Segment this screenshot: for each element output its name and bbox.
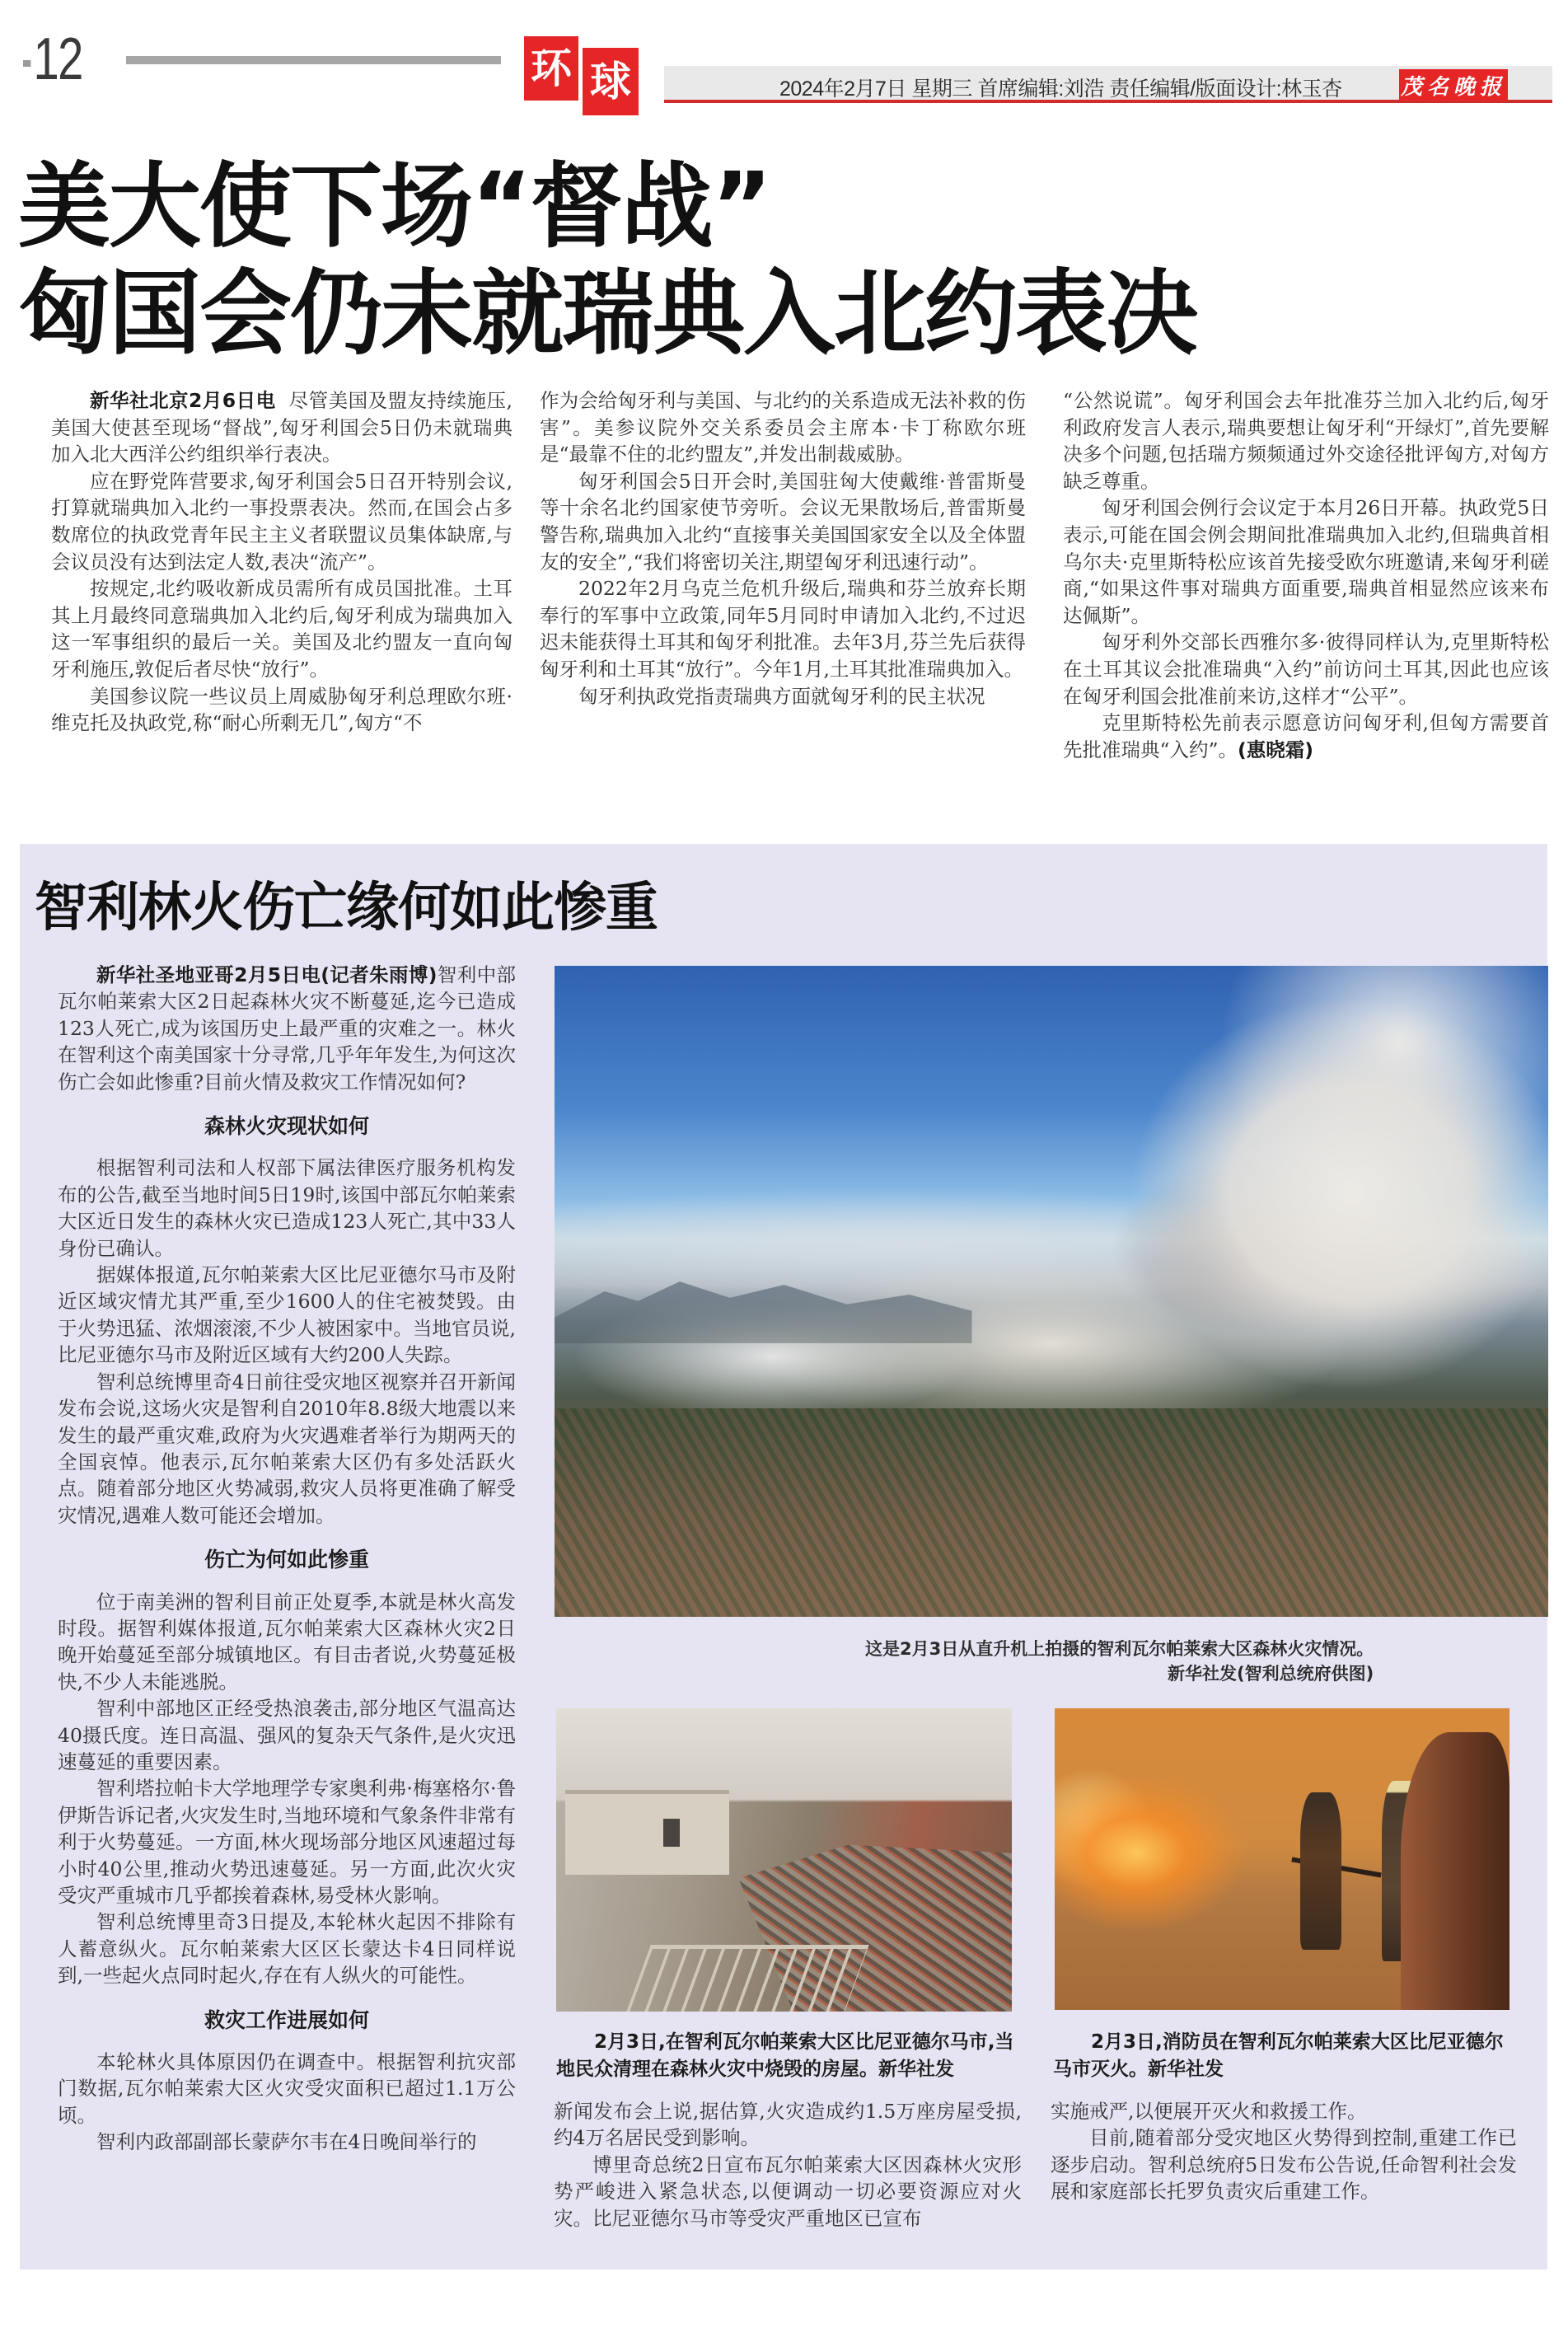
article2-right-column xyxy=(1051,2098,1517,2205)
article2-paragraph: 位于南美洲的智利目前正处夏季,本就是林火高发时段。据智利媒体报道,瓦尔帕莱索大区森林火灾2日晚开始蔓延至部分城镇地区。有目击者说,火势蔓延极快,不少人未能逃脱。 xyxy=(58,1590,516,1693)
article2-paragraph: 博里奇总统2日宣布瓦尔帕莱索大区因森林火灾形势严峻进入紧急状态,以便调动一切必要资源应对火灾。比尼亚德尔马市等受灾严重地区已宣布 xyxy=(554,2152,1022,2230)
article2-paragraph: 本轮林火具体原因仍在调查中。根据智利抗灾部门数据,瓦尔帕莱索大区火灾受灾面积已超过1.1万公顷。 xyxy=(58,2050,516,2127)
article1-paragraph: 克里斯特松先前表示愿意访问匈牙利,但匈方需要首先批准瑞典“入约”。(惠晓霜) xyxy=(1063,711,1549,761)
article1-paragraph: 2022年2月乌克兰危机升级后,瑞典和芬兰放弃长期奉行的军事中立政策,同年5月同时申请加入北约,不过迟迟未能获得土耳其和匈牙利批准。去年3月,芬兰先后获得匈牙利和土耳其“放行”。今年1月,土耳其批准瑞典加入。 xyxy=(540,577,1026,681)
article1-paragraph: 匈牙利执政党指责瑞典方面就匈牙利的民主状况 xyxy=(578,684,985,708)
article2-paragraph: 智利中部地区正经受热浪袭击,部分地区气温高达40摄氏度。连日高温、强风的复杂天气条件,是火灾迅速蔓延的重要因素。 xyxy=(58,1697,516,1773)
article2-paragraph: 根据智利司法和人权部下属法律医疗服务机构发布的公告,截至当地时间5日19时,该国中部瓦尔帕莱索大区近日发生的森林火灾已造成123人死亡,其中33人身份已确认。 xyxy=(58,1156,516,1260)
section-label-char-1: 环 xyxy=(524,36,578,101)
article1-paragraph: 作为会给匈牙利与美国、与北约的关系造成无法补救的伤害”。美参议院外交关系委员会主席本·卡丁称欧尔班是“最靠不住的北约盟友”,并发出制裁威胁。 xyxy=(540,389,1026,466)
bystander xyxy=(1401,1732,1509,2010)
hillside-terrain xyxy=(555,1408,1548,1617)
article1-paragraph: 应在野党阵营要求,匈牙利国会5日召开特别会议,打算就瑞典加入北约一事投票表决。然而,在国会占多数席位的执政党青年民主主义者联盟议员集体缺席,与会议员没有达到法定人数,表决“流产”。 xyxy=(51,469,513,574)
headline-line-2: 匈国会仍未就瑞典入北约表决 xyxy=(18,260,1196,368)
wildfire-aerial-photo xyxy=(555,966,1548,1617)
article2-paragraph: 目前,随着部分受灾地区火势得到控制,重建工作已逐步启动。智利总统府5日发布公告说,任命智利社会发展和家庭部长托罗负责灾后重建工作。 xyxy=(1051,2126,1517,2204)
main-photo-caption xyxy=(865,1637,1374,1686)
article-headline xyxy=(18,153,1196,368)
firefighter-1 xyxy=(1300,1792,1341,1949)
article1-dateline: 新华社北京2月6日电 xyxy=(90,389,276,412)
article2-paragraph: 智利总统博里奇4日前往受灾地区视察并召开新闻发布会说,这场火灾是智利自2010年8.8级大地震以来发生的最严重灾难,政府为火灾遇难者举行为期两天的全国哀悼。他表示,瓦尔帕莱索大区仍有多处活跃火点。随着部分地区火势减弱,救灾人员将更准确了解受灾情况,遇难人数可能还会增加。 xyxy=(58,1370,516,1527)
article2-paragraph: 据媒体报道,瓦尔帕莱索大区比尼亚德尔马市及附近区域灾情尤其严重,至少1600人的住宅被焚毁。由于火势迅猛、浓烟滚滚,不少人被困家中。当地官员说,比尼亚德尔马市及附近区域有大约200人失踪。 xyxy=(58,1263,516,1367)
article2-paragraph: 实施戒严,以便展开灭火和救援工作。 xyxy=(1051,2100,1367,2123)
article2-paragraph: 新闻发布会上说,据估算,火灾造成约1.5万座房屋受损,约4万名居民受到影响。 xyxy=(554,2100,1022,2150)
page-number-dash xyxy=(23,60,30,67)
article1-paragraph: 按规定,北约吸收新成员需所有成员国批准。土耳其上月最终同意瑞典加入北约后,匈牙利成为瑞典加入这一军事组织的最后一关。美国及北约盟友一直向匈牙利施压,敦促后者尽快“放行”。 xyxy=(51,577,513,681)
subhead-2: 伤亡为何如此惨重 xyxy=(204,1548,369,1572)
masthead-rule xyxy=(126,56,501,64)
article1-paragraph: 新华社北京2月6日电 尽管美国及盟友持续施压,美国大使甚至现场“督战”,匈牙利国会5日仍未就瑞典加入北大西洋公约组织举行表决。 xyxy=(51,389,513,466)
burned-fence xyxy=(626,1945,869,2012)
issue-info: 2024年2月7日 星期三 首席编辑:刘浩 责任编辑/版面设计:林玉杏 xyxy=(779,77,1342,101)
masthead-info-bar xyxy=(664,66,1552,103)
mountain-ridge xyxy=(555,1278,972,1343)
article2-middle-column xyxy=(554,2098,1022,2232)
article2-intro: 新华社圣地亚哥2月5日电(记者朱雨博)智利中部瓦尔帕莱索大区2日起森林火灾不断蔓延,迄今已造成123人死亡,成为该国历史上最严重的灾难之一。林火在智利这个南美国家十分寻常,几乎年年发生,为何这次伤亡会如此惨重?目前火情及救灾工作情况如何? xyxy=(58,963,516,1094)
article2-paragraph: 智利塔拉帕卡大学地理学专家奥利弗·梅塞格尔·鲁伊斯告诉记者,火灾发生时,当地环境和气象条件非常有利于火势蔓延。一方面,林火现场部分地区风速超过每小时40公里,推动火势迅速蔓延。另一方面,此次火灾受灾严重城市几乎都挨着森林,易受林火影响。 xyxy=(58,1777,516,1907)
page-number-text: 12 xyxy=(33,26,82,92)
subhead-1: 森林火灾现状如何 xyxy=(204,1114,369,1139)
article2-left-column xyxy=(58,962,516,2156)
article1-paragraph: 美国参议院一些议员上周威胁匈牙利总理欧尔班·维克托及执政党,称“耐心所剩无几”,匈方“不 xyxy=(51,684,513,735)
subhead-3: 救灾工作进展如何 xyxy=(204,2007,369,2032)
firefighters-photo xyxy=(1055,1708,1509,2010)
damaged-house xyxy=(565,1790,729,1875)
photo3-caption: 2月3日,消防员在智利瓦尔帕莱索大区比尼亚德尔马市灭火。新华社发 xyxy=(1053,2031,1504,2080)
article2-paragraph: 智利内政部副部长蒙萨尔韦在4日晚间举行的 xyxy=(96,2130,477,2154)
article2-dateline: 新华社圣地亚哥2月5日电(记者朱雨博) xyxy=(96,963,438,986)
newspaper-logo: 茂名晚报 xyxy=(1399,69,1508,101)
headline-line-1: 美大使下场“督战” xyxy=(18,153,771,260)
photo2-caption: 2月3日,在智利瓦尔帕莱索大区比尼亚德尔马市,当地民众清理在森林火灾中烧毁的房屋。新华社发 xyxy=(556,2031,1014,2080)
page-number xyxy=(23,26,82,92)
article1-author: (惠晓霜) xyxy=(1238,738,1314,761)
article1-paragraph: 匈牙利外交部长西雅尔多·彼得同样认为,克里斯特松在土耳其议会批准瑞典“入约”前访问土耳其,因此也应该在匈牙利国会批准前来访,这样才“公平”。 xyxy=(1063,630,1549,708)
article2-paragraph: 智利总统博里奇3日提及,本轮林火起因不排除有人蓄意纵火。瓦尔帕莱索大区区长蒙达卡4日同样说到,一些起火点同时起火,存在有人纵火的可能性。 xyxy=(58,1910,516,1988)
feature-title: 智利林火伤亡缘何如此惨重 xyxy=(35,878,658,939)
article1-column-2 xyxy=(540,387,1026,710)
article1-paragraph: “公然说谎”。匈牙利国会去年批准芬兰加入北约后,匈牙利政府发言人表示,瑞典要想让匈牙利“开绿灯”,首先要解决多个问题,包括瑞方频频通过外交途径批评匈方,对匈方缺乏尊重。 xyxy=(1063,389,1549,493)
main-photo-caption-text: 这是2月3日从直升机上拍摄的智利瓦尔帕莱索大区森林火灾情况。 xyxy=(865,1639,1374,1659)
article1-paragraph: 匈牙利国会例行会议定于本月26日开幕。执政党5日表示,可能在国会例会期间批准瑞典加入北约,但瑞典首相乌尔夫·克里斯特松应该首先接受欧尔班邀请,来匈牙利磋商,“如果这件事对瑞典方面重要,瑞典首相显然应该来布达佩斯”。 xyxy=(1063,496,1549,627)
article1-paragraph: 匈牙利国会5日开会时,美国驻匈大使戴维·普雷斯曼等十余名北约国家使节旁听。会议无果散场后,普雷斯曼警告称,瑞典加入北约“直接事关美国国家安全以及全体盟友的安全”,“我们将密切关注,期望匈牙利迅速行动”。 xyxy=(540,469,1026,574)
burned-houses-photo xyxy=(556,1708,1012,2012)
article1-column-1 xyxy=(51,387,513,737)
section-label-char-2: 球 xyxy=(583,48,639,115)
main-photo-credit: 新华社发(智利总统府供图) xyxy=(1168,1664,1374,1684)
article1-column-3 xyxy=(1063,387,1549,763)
